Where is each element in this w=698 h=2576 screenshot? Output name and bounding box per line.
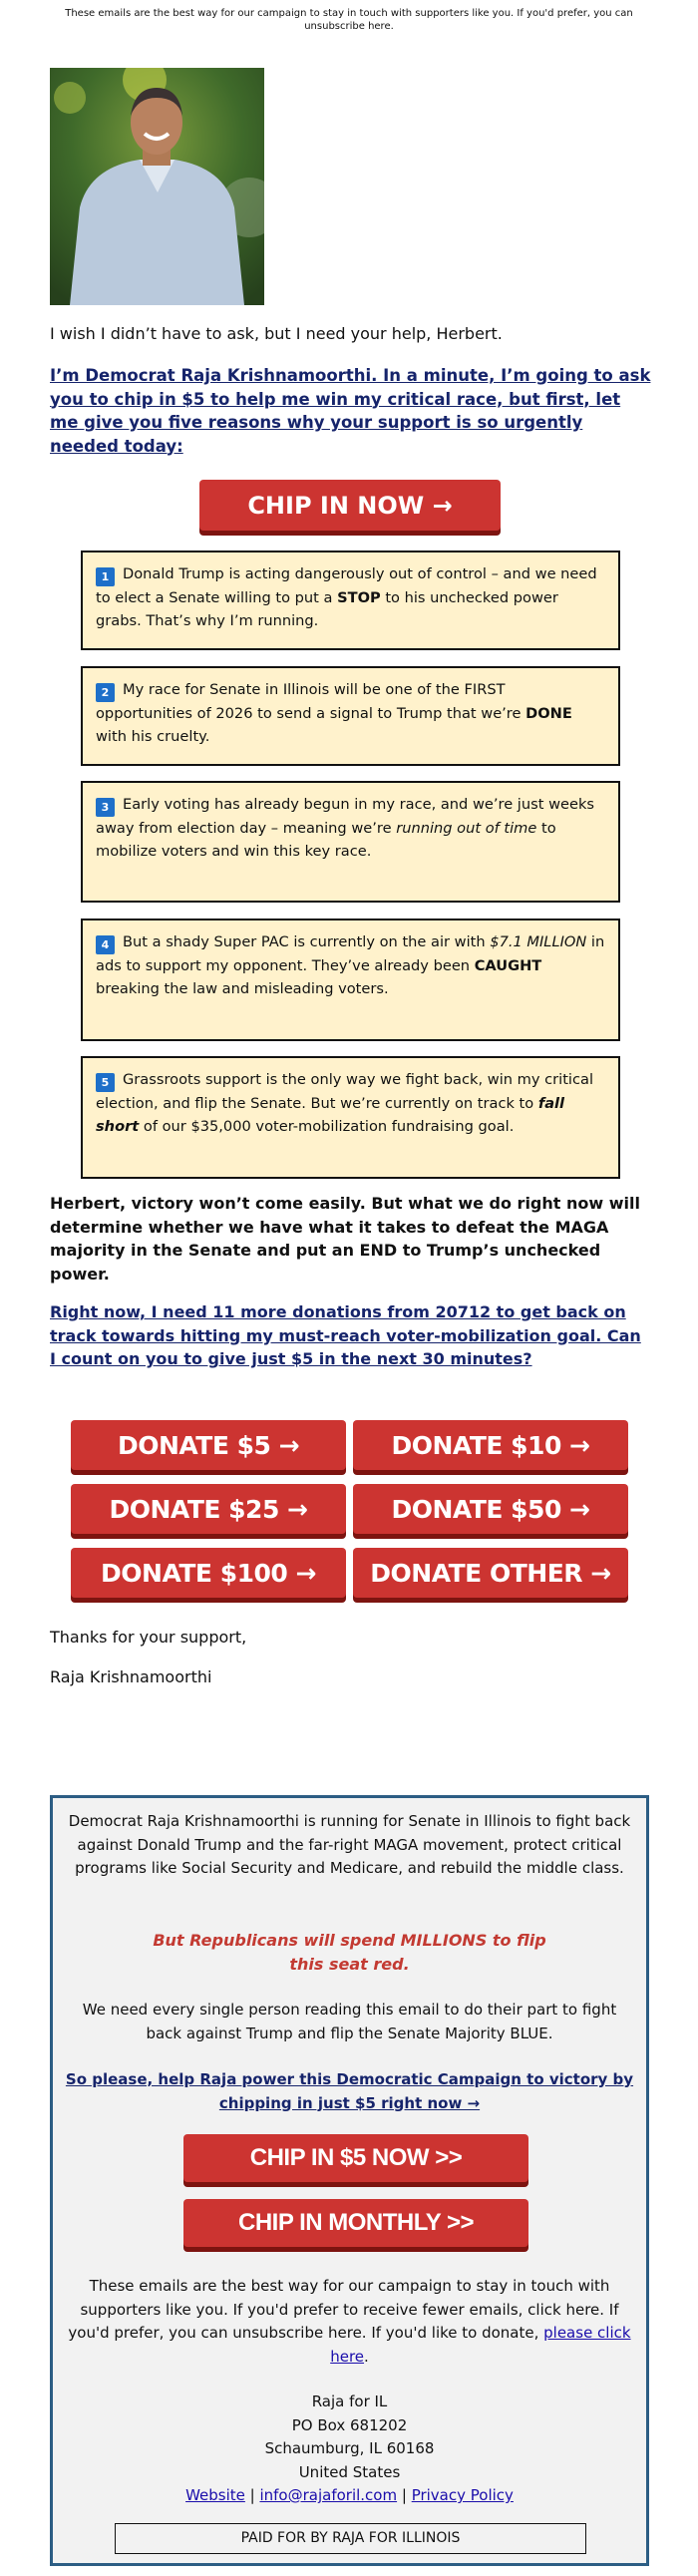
footer-notice-text: These emails are the best way for our campaign to stay in touch with supporters like you. If you'd prefer to receive fewer emails, click here. If you'd prefer, you can unsubscribe here. If you'd like to donate,	[68, 2277, 619, 2342]
footer-about: Democrat Raja Krishnamoorthi is running for Senate in Illinois to fight back against Donald Trump and the far-right MAGA movement, protect critical programs like Social Security and Medicare, and rebuild the middle class.	[68, 1812, 631, 1877]
greeting: I wish I didn’t have to ask, but I need your help, Herbert.	[50, 324, 503, 343]
chip-in-5-now-button[interactable]: CHIP IN $5 NOW >>	[183, 2134, 528, 2182]
reason-box-5	[81, 1056, 620, 1179]
footer-cta	[65, 2068, 634, 2115]
reason-text: with his cruelty.	[96, 728, 210, 746]
donate-5-button[interactable]: DONATE $5 →	[71, 1420, 346, 1470]
reason-text: Donald Trump is acting dangerously out of control – and we need to elect a Senate willing to put a	[96, 565, 597, 606]
donate-click-here-link[interactable]: please click here	[330, 2324, 631, 2366]
donation-goal-paragraph	[50, 1300, 648, 1371]
mailing-address	[65, 2391, 634, 2508]
donate-10-button[interactable]: DONATE $10 →	[353, 1420, 628, 1470]
footer-links	[65, 2484, 634, 2508]
reason-box-1	[81, 551, 620, 650]
reason-text: in ads to support my opponent. They’ve already been	[96, 933, 605, 974]
reason-emphasis: DONE	[525, 705, 572, 722]
separator: |	[244, 2486, 260, 2504]
donation-goal-link[interactable]: Right now, I need 11 more donations from 20712 to get back on track towards hitting my must-reach voter-mobilization goal. Can I count on you to give just $5 in the next 30 minutes?	[50, 1302, 641, 1369]
keycap-2-icon: 2	[96, 683, 115, 702]
reason-text: to mobilize voters and win this key race.	[96, 820, 556, 861]
reason-emphasis: CAUGHT	[474, 957, 542, 974]
footer-notice	[65, 2275, 634, 2369]
footer-warning: But Republicans will spend MILLIONS to flip this seat red.	[153, 1931, 546, 1974]
keycap-5-icon: 5	[96, 1073, 115, 1092]
address-line: Raja for IL	[311, 2392, 388, 2410]
reason-emphasis: $7.1 MILLION	[490, 933, 587, 950]
donate-25-button[interactable]: DONATE $25 →	[71, 1484, 346, 1534]
reason-emphasis: STOP	[337, 589, 381, 606]
donate-other-button[interactable]: DONATE OTHER →	[353, 1548, 628, 1598]
footer-call: We need every single person reading this email to do their part to fight back against Trump and flip the Senate Majority BLUE.	[82, 2001, 617, 2042]
footer-notice-end: .	[364, 2347, 369, 2366]
intro-heading	[50, 364, 653, 458]
candidate-photo	[50, 68, 264, 305]
reason-emphasis: fall short	[96, 1095, 565, 1136]
intro-donate-link[interactable]: I’m Democrat Raja Krishnamoorthi. In a minute, I’m going to ask you to chip in $5 to help me win my critical race, but first, let me give you five reasons why your support is so urgently needed today:	[50, 366, 651, 456]
reason-box-3	[81, 781, 620, 903]
reason-box-4	[81, 919, 620, 1041]
reason-text: breaking the law and misleading voters.	[96, 980, 389, 998]
thanks-text: Thanks for your support,	[50, 1628, 247, 1647]
reason-text: to his unchecked power grabs. That’s why I’m running.	[96, 589, 558, 630]
donate-50-button[interactable]: DONATE $50 →	[353, 1484, 628, 1534]
reason-text: But a shady Super PAC is currently on the air with	[123, 933, 491, 950]
reason-emphasis: running out of time	[396, 820, 537, 837]
unsubscribe-notice: These emails are the best way for our campaign to stay in touch with supporters like you. If you'd prefer, you can unsubscribe here.	[65, 8, 633, 32]
reason-text: Grassroots support is the only way we fight back, win my critical election, and flip the Senate. But we’re currently on track to	[96, 1071, 594, 1112]
address-line: Schaumburg, IL 60168	[264, 2439, 435, 2457]
chip-in-now-button[interactable]: CHIP IN NOW →	[199, 480, 501, 531]
signature: Raja Krishnamoorthi	[50, 1667, 212, 1686]
address-line: PO Box 681202	[291, 2415, 408, 2434]
reason-text: My race for Senate in Illinois will be one of the FIRST opportunities of 2026 to send a signal to Trump that we’re	[96, 681, 526, 722]
donate-100-button[interactable]: DONATE $100 →	[71, 1548, 346, 1598]
website-link[interactable]: Website	[185, 2486, 245, 2504]
privacy-policy-link[interactable]: Privacy Policy	[411, 2486, 514, 2504]
separator: |	[397, 2486, 412, 2504]
footer-cta-link[interactable]: So please, help Raja power this Democratic Campaign to victory by chipping in just $5 right now →	[65, 2070, 634, 2112]
reason-text: of our $35,000 voter-mobilization fundraising goal.	[139, 1118, 515, 1136]
keycap-4-icon: 4	[96, 935, 115, 954]
victory-paragraph: Herbert, victory won’t come easily. But what we do right now will determine whether we have what it takes to defeat the MAGA majority in the Senate and put an END to Trump’s unchecked power.	[50, 1194, 640, 1284]
address-line: United States	[298, 2462, 401, 2481]
keycap-3-icon: 3	[96, 798, 115, 817]
chip-in-monthly-button[interactable]: CHIP IN MONTHLY >>	[183, 2199, 528, 2247]
reason-box-2	[81, 666, 620, 766]
keycap-1-icon: 1	[96, 567, 115, 586]
email-link[interactable]: info@rajaforil.com	[259, 2486, 398, 2504]
reason-text: Early voting has already begun in my race, and we’re just weeks away from election day – meaning we’re	[96, 796, 595, 837]
paid-for-disclaimer: PAID FOR BY RAJA FOR ILLINOIS	[115, 2523, 586, 2554]
footer-box	[50, 1795, 649, 2566]
